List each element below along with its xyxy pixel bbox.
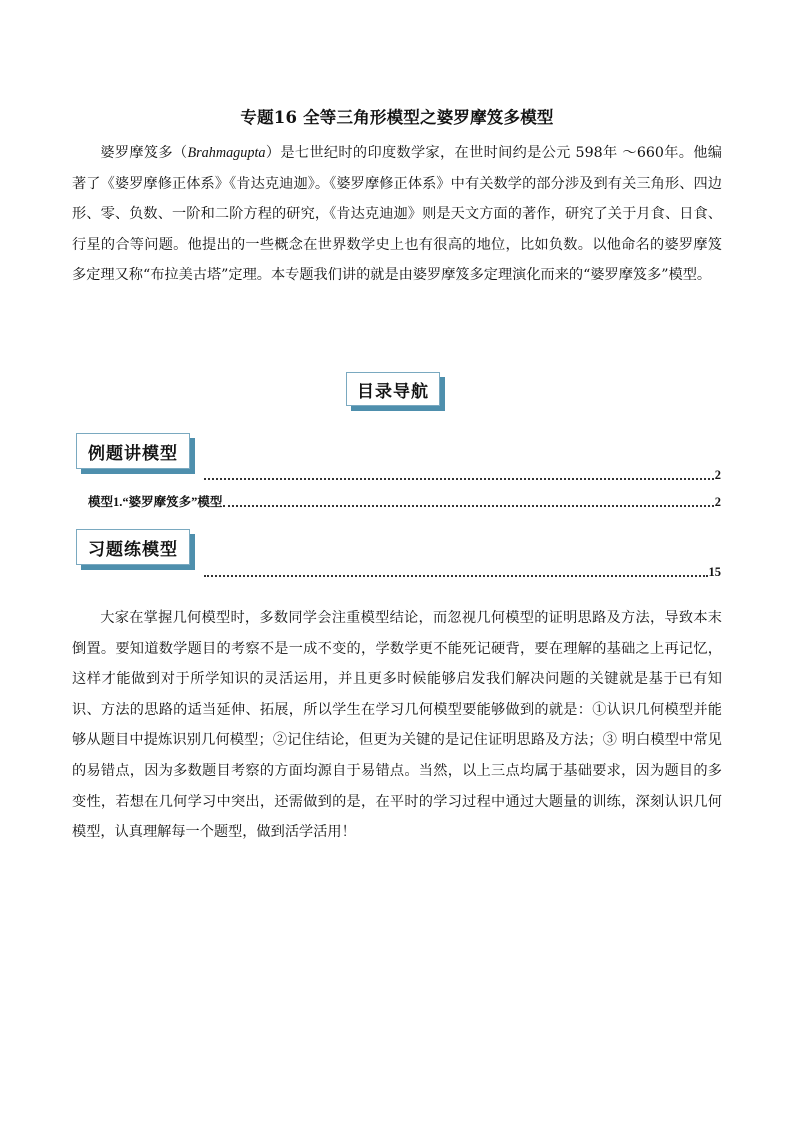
toc-leader — [204, 477, 714, 480]
toc-leader — [223, 504, 713, 507]
toc-model1-label: 模型1.“婆罗摩笈多”模型 — [88, 495, 223, 509]
toc-section-examples-box — [76, 433, 190, 469]
page-title: 专题16 全等三角形模型之婆罗摩笈多模型 — [240, 108, 554, 127]
body-paragraph — [72, 603, 722, 848]
intro-latin-name: Brahmagupta — [187, 145, 266, 161]
intro-rest: ）是七世纪时的印度数学家，在世时间约是公元 598年 ～660年。他编著了《婆罗摩修正体系》《肯达克迪迦》。《婆罗摩修正体系》中有关数学的部分涉及到有关三角形、四边形、零、负数、一阶和二阶方程的研究，《肯达克迪迦》则是天文方面的著作，研究了关于月食、日食、行星的合等问题。他提出的一些概念在世界数学史上也有很高的地位，比如负数。以他命名的婆罗摩笈多定理又称“布拉美古塔”定理。本专题我们讲的就是由婆罗摩笈多定理演化而来的“婆罗摩笈多”模型。 — [72, 145, 722, 284]
intro-paragraph — [72, 138, 722, 291]
toc-page-number: 2 — [714, 495, 721, 509]
toc-model1-entry[interactable] — [88, 492, 721, 510]
toc-section-exercises-entry[interactable] — [203, 565, 721, 580]
body-text: 大家在掌握几何模型时，多数同学会注重模型结论，而忽视几何模型的证明思路及方法，导致本末倒置。要知道数学题目的考察不是一成不变的，学数学更不能死记硬背，要在理解的基础之上再记忆，这样才能做到对于所学知识的灵活运用，并且更多时候能够启发我们解决问题的关键就是基于已有知识、方法的思路的适当延伸、拓展，所以学生在学习几何模型要能够做到的就是：①认识几何模型并能够从题目中提炼识别几何模型；②记住结论，但更为关键的是记住证明思路及方法；③ 明白模型中常见的易错点，因为多数题目考察的方面均源自于易错点。当然，以上三点均属于基础要求，因为题目的多变性，若想在几何学习中突出，还需做到的是，在平时的学习过程中通过大题量的训练，深刻认识几何模型，认真理解每一个题型，做到活学活用！ — [72, 610, 722, 841]
toc-section-examples-label: 例题讲模型 — [88, 443, 178, 464]
toc-page-number: 15 — [708, 565, 721, 579]
toc-heading: 目录导航 — [357, 381, 429, 402]
toc-section-exercises-label: 习题练模型 — [88, 539, 178, 560]
intro-lead: 婆罗摩笈多（ — [100, 145, 188, 161]
toc-leader — [204, 574, 708, 577]
toc-section-exercises-box — [76, 529, 190, 565]
toc-heading-box — [346, 372, 440, 406]
toc-page-number: 2 — [714, 468, 721, 482]
toc-section-examples-entry[interactable] — [203, 468, 721, 483]
